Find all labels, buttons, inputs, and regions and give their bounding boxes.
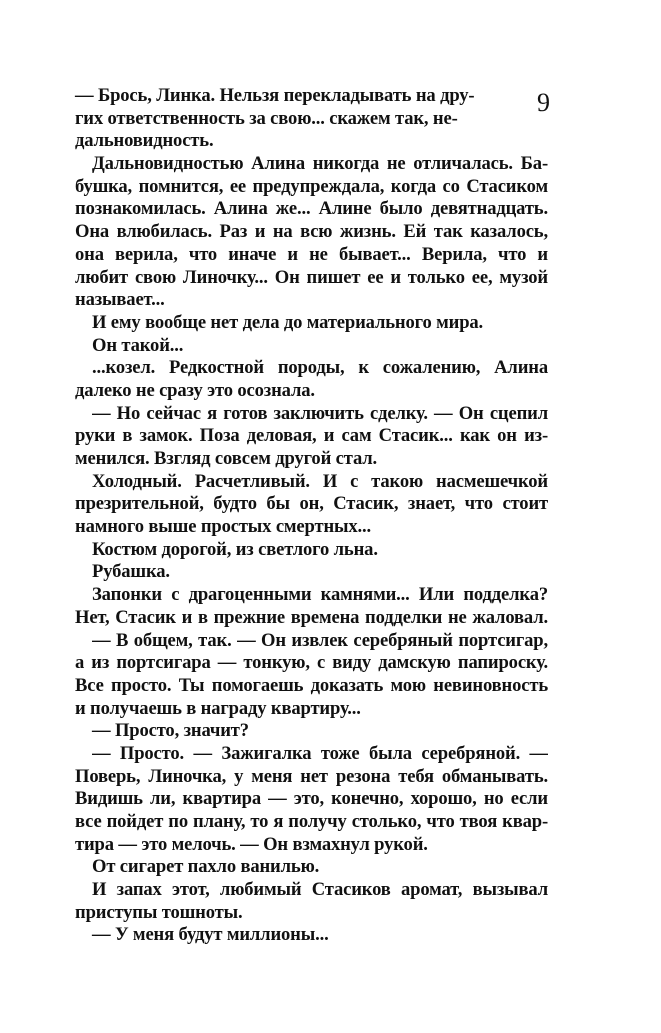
text-line: И ему вообще нет дела до материального мира.: [92, 311, 484, 333]
text-line: Поверь, Линочка, у меня нет резона тебя обманывать.: [75, 765, 548, 787]
text-line: Костюм дорогой, из светлого льна.: [92, 538, 378, 560]
text-line: Он такой...: [92, 334, 184, 356]
text-line: приступы тошноты.: [75, 901, 243, 923]
text-line: ...козел. Редкостной породы, к сожалению, Алина: [92, 357, 548, 379]
text-line: бушка, помнится, ее предупреждала, когда со Стасиком: [75, 175, 548, 197]
text-line: называет...: [75, 289, 165, 311]
text-line: Видишь ли, квартира — это, конечно, хорошо, но если: [75, 788, 548, 810]
body-text: [75, 85, 548, 947]
text-line: — Но сейчас я готов заключить сделку. — Он сцепил: [92, 402, 548, 424]
text-line: руки в замок. Поза деловая, и сам Стасик... как он из-: [75, 425, 548, 447]
text-line: гих ответственность за свою... скажем так, не-: [75, 107, 458, 129]
text-line: Она влюбилась. Раз и на всю жизнь. Ей так казалось,: [75, 221, 548, 243]
text-line: а из портсигара — тонкую, с виду дамскую папироску.: [75, 652, 548, 674]
text-line: презрительной, будто бы он, Стасик, знает, что стоит: [75, 493, 548, 515]
text-line: Запонки с драгоценными камнями... Или подделка?: [92, 584, 548, 606]
text-line: все пойдет по плану, то я получу столько, что твоя квар-: [75, 811, 548, 832]
text-line: — Просто. — Зажигалка тоже была серебряной. —: [92, 742, 548, 764]
text-line: От сигарет пахло ванилью.: [92, 856, 320, 878]
text-line: — Просто, значит?: [92, 720, 249, 742]
text-line: — У меня будут миллионы...: [92, 924, 329, 946]
text-line: и получаешь в награду квартиру...: [75, 697, 361, 719]
text-line: любит свою Линочку... Он пишет ее и только ее, музой: [75, 266, 548, 288]
text-line: познакомилась. Алина же... Алине было девятнадцать.: [75, 198, 548, 220]
text-line: Холодный. Расчетливый. И с такою насмешечкой: [92, 470, 548, 492]
text-line: менился. Взгляд совсем другой стал.: [75, 448, 378, 469]
page-number: 9: [537, 88, 550, 117]
text-line: намного выше простых смертных...: [75, 516, 372, 538]
text-line: она верила, что иначе и не бывает... Верила, что и: [75, 243, 548, 265]
text-line: — Брось, Линка. Нельзя перекладывать на дру-: [75, 85, 475, 106]
text-line: Нет, Стасик и в прежние времена подделки не жаловал.: [75, 606, 548, 628]
text-line: И запах этот, любимый Стасиков аромат, вызывал: [92, 879, 548, 901]
text-line: Дальновидностью Алина никогда не отличалась. Ба-: [92, 153, 548, 175]
text-line: тира — это мелочь. — Он взмахнул рукой.: [75, 833, 428, 855]
text-line: дальновидность.: [75, 130, 214, 152]
text-line: далеко не сразу это осознала.: [75, 379, 315, 401]
text-line: Все просто. Ты помогаешь доказать мою невиновность: [75, 674, 548, 696]
text-line: — В общем, так. — Он извлек серебряный портсигар,: [92, 629, 548, 651]
text-line: Рубашка.: [92, 561, 170, 583]
